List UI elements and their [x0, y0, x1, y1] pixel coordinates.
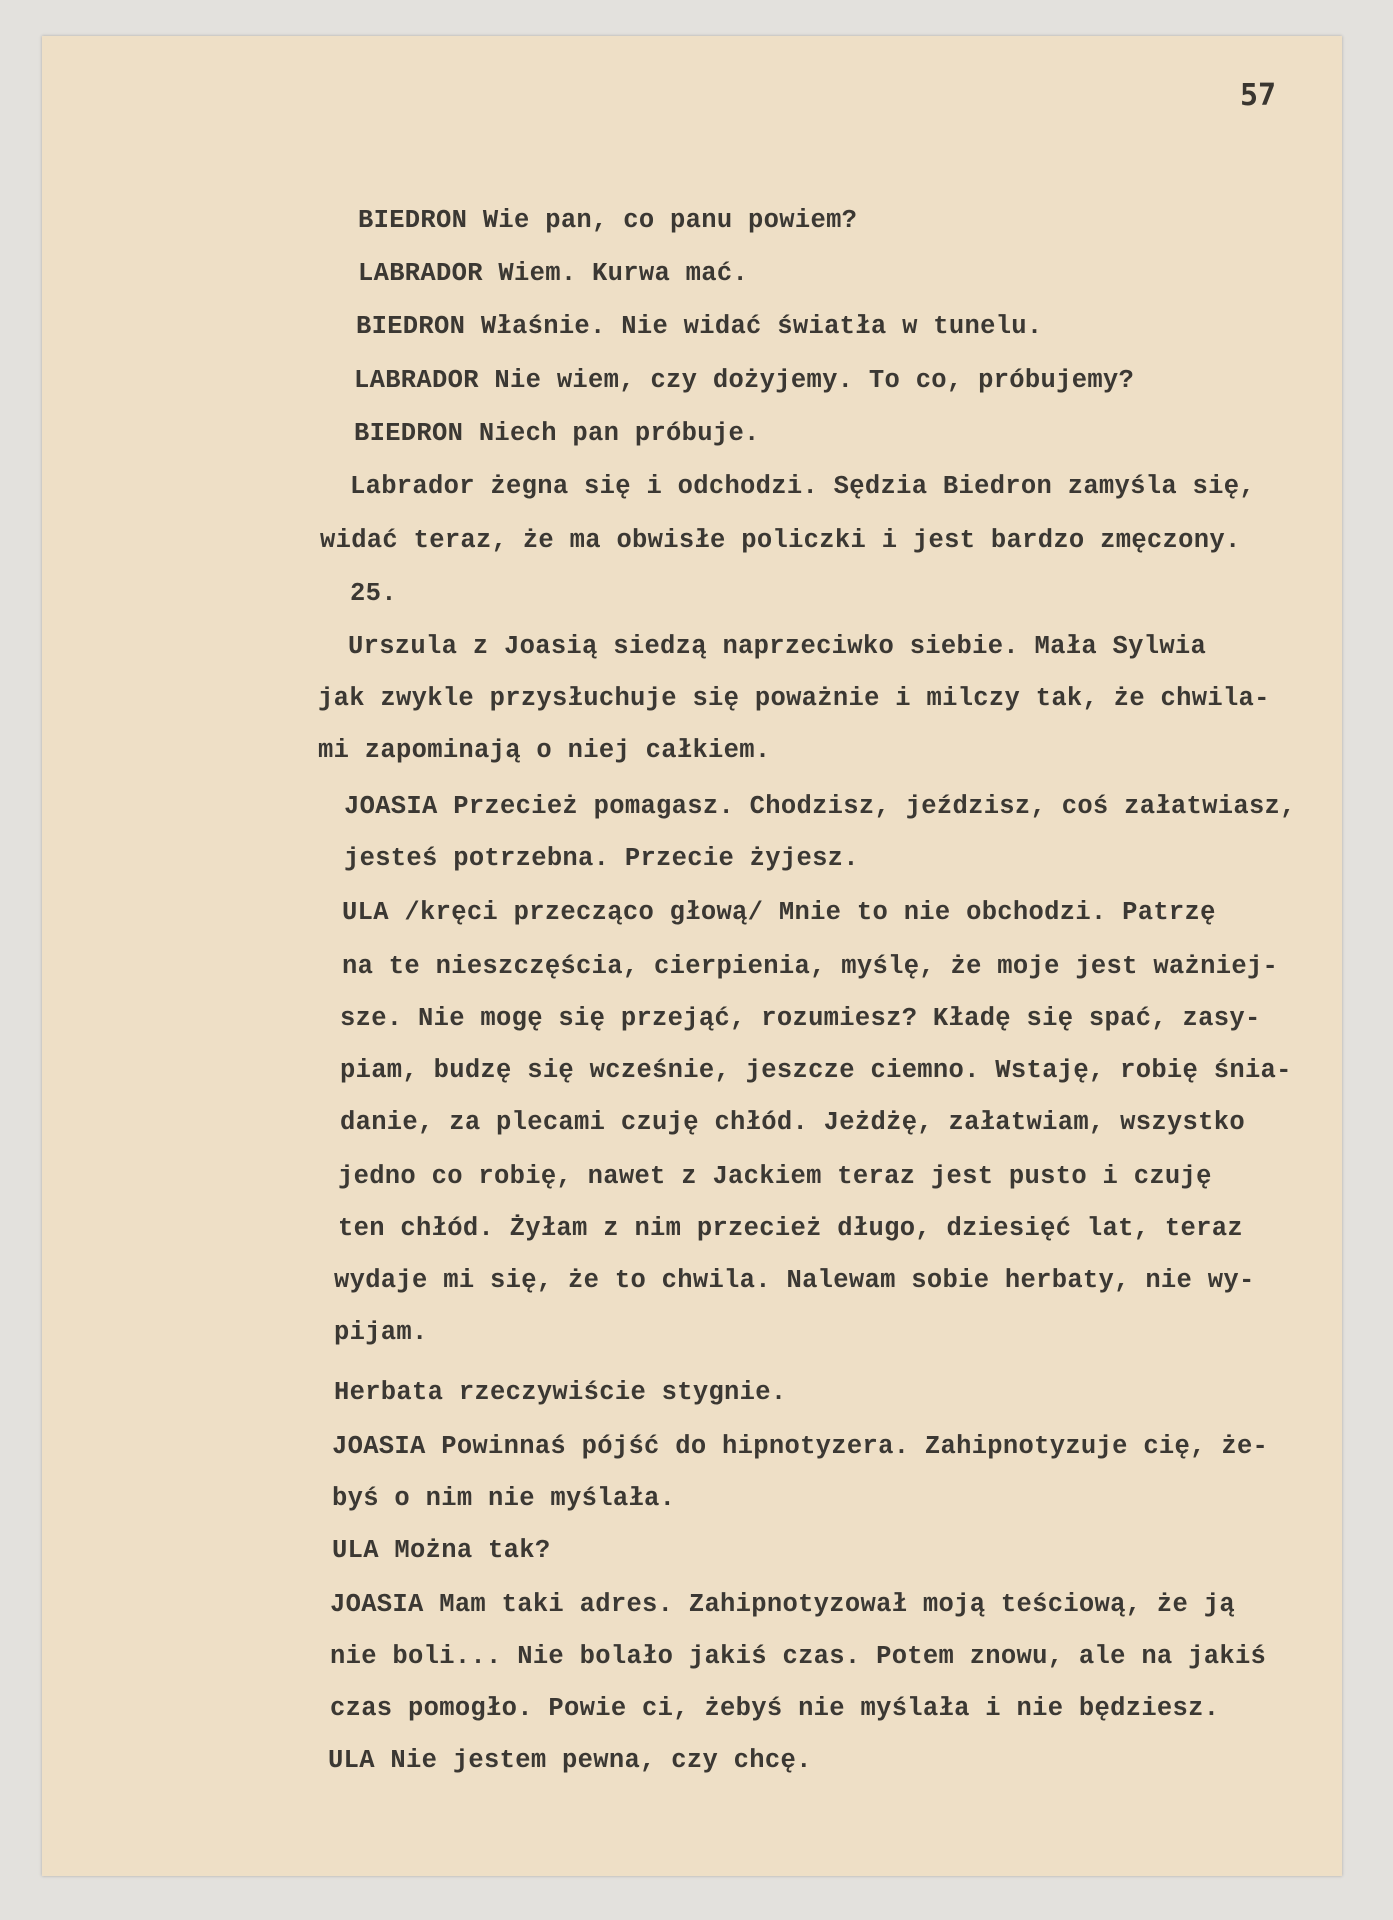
text-line: ULA /kręci przecząco głową/ Mnie to nie obchodzi. Patrzę [342, 898, 1216, 927]
text-line: na te nieszczęścia, cierpienia, myślę, że moje jest ważniej- [342, 952, 1279, 981]
text-line: Urszula z Joasią siedzą naprzeciwko siebie. Mała Sylwia [348, 632, 1207, 661]
text-line: JOASIA Powinnaś pójść do hipnotyzera. Zahipnotyzuje cię, że- [332, 1432, 1269, 1461]
text-line: ULA Można tak? [332, 1536, 551, 1565]
text-line: jedno co robię, nawet z Jackiem teraz jest pusto i czuję [338, 1162, 1212, 1191]
text-line: piam, budzę się wcześnie, jeszcze ciemno. Wstaję, robię śnia- [340, 1056, 1292, 1085]
text-line: BIEDRON Niech pan próbuje. [354, 419, 760, 448]
text-line: LABRADOR Nie wiem, czy dożyjemy. To co, próbujemy? [354, 366, 1135, 395]
text-line: JOASIA Przecież pomagasz. Chodzisz, jeździsz, coś załatwiasz, [344, 792, 1296, 821]
text-line: ten chłód. Żyłam z nim przecież długo, dziesięć lat, teraz [338, 1214, 1243, 1243]
text-line: 25. [350, 579, 397, 608]
text-line: jak zwykle przysłuchuje się poważnie i milczy tak, że chwila- [318, 684, 1270, 713]
text-line: sze. Nie mogę się przejąć, rozumiesz? Kładę się spać, zasy- [340, 1004, 1261, 1033]
text-line: Herbata rzeczywiście stygnie. [334, 1378, 787, 1407]
text-line: JOASIA Mam taki adres. Zahipnotyzował moją teściową, że ją [330, 1590, 1235, 1619]
text-line: danie, za plecami czuję chłód. Jeżdżę, załatwiam, wszystko [340, 1108, 1245, 1137]
page-number: 57 [1240, 78, 1277, 113]
script-text [42, 36, 1342, 1876]
text-line: nie boli... Nie bolało jakiś czas. Potem znowu, ale na jakiś [330, 1642, 1267, 1671]
text-line: pijam. [334, 1318, 428, 1347]
text-line: LABRADOR Wiem. Kurwa mać. [358, 259, 749, 288]
text-line: wydaje mi się, że to chwila. Nalewam sobie herbaty, nie wy- [334, 1266, 1255, 1295]
text-line: BIEDRON Wie pan, co panu powiem? [358, 206, 858, 235]
text-line: jesteś potrzebna. Przecie żyjesz. [344, 844, 859, 873]
text-line: byś o nim nie myślała. [332, 1484, 676, 1513]
text-line: ULA Nie jestem pewna, czy chcę. [328, 1746, 812, 1775]
text-line: czas pomogło. Powie ci, żebyś nie myślała i nie będziesz. [330, 1694, 1220, 1723]
text-line: BIEDRON Właśnie. Nie widać światła w tunelu. [356, 312, 1043, 341]
text-line: Labrador żegna się i odchodzi. Sędzia Biedron zamyśla się, [350, 472, 1255, 501]
text-line: mi zapominają o niej całkiem. [318, 736, 771, 765]
typewritten-page [42, 36, 1342, 1876]
text-line: widać teraz, że ma obwisłe policzki i jest bardzo zmęczony. [320, 526, 1241, 555]
